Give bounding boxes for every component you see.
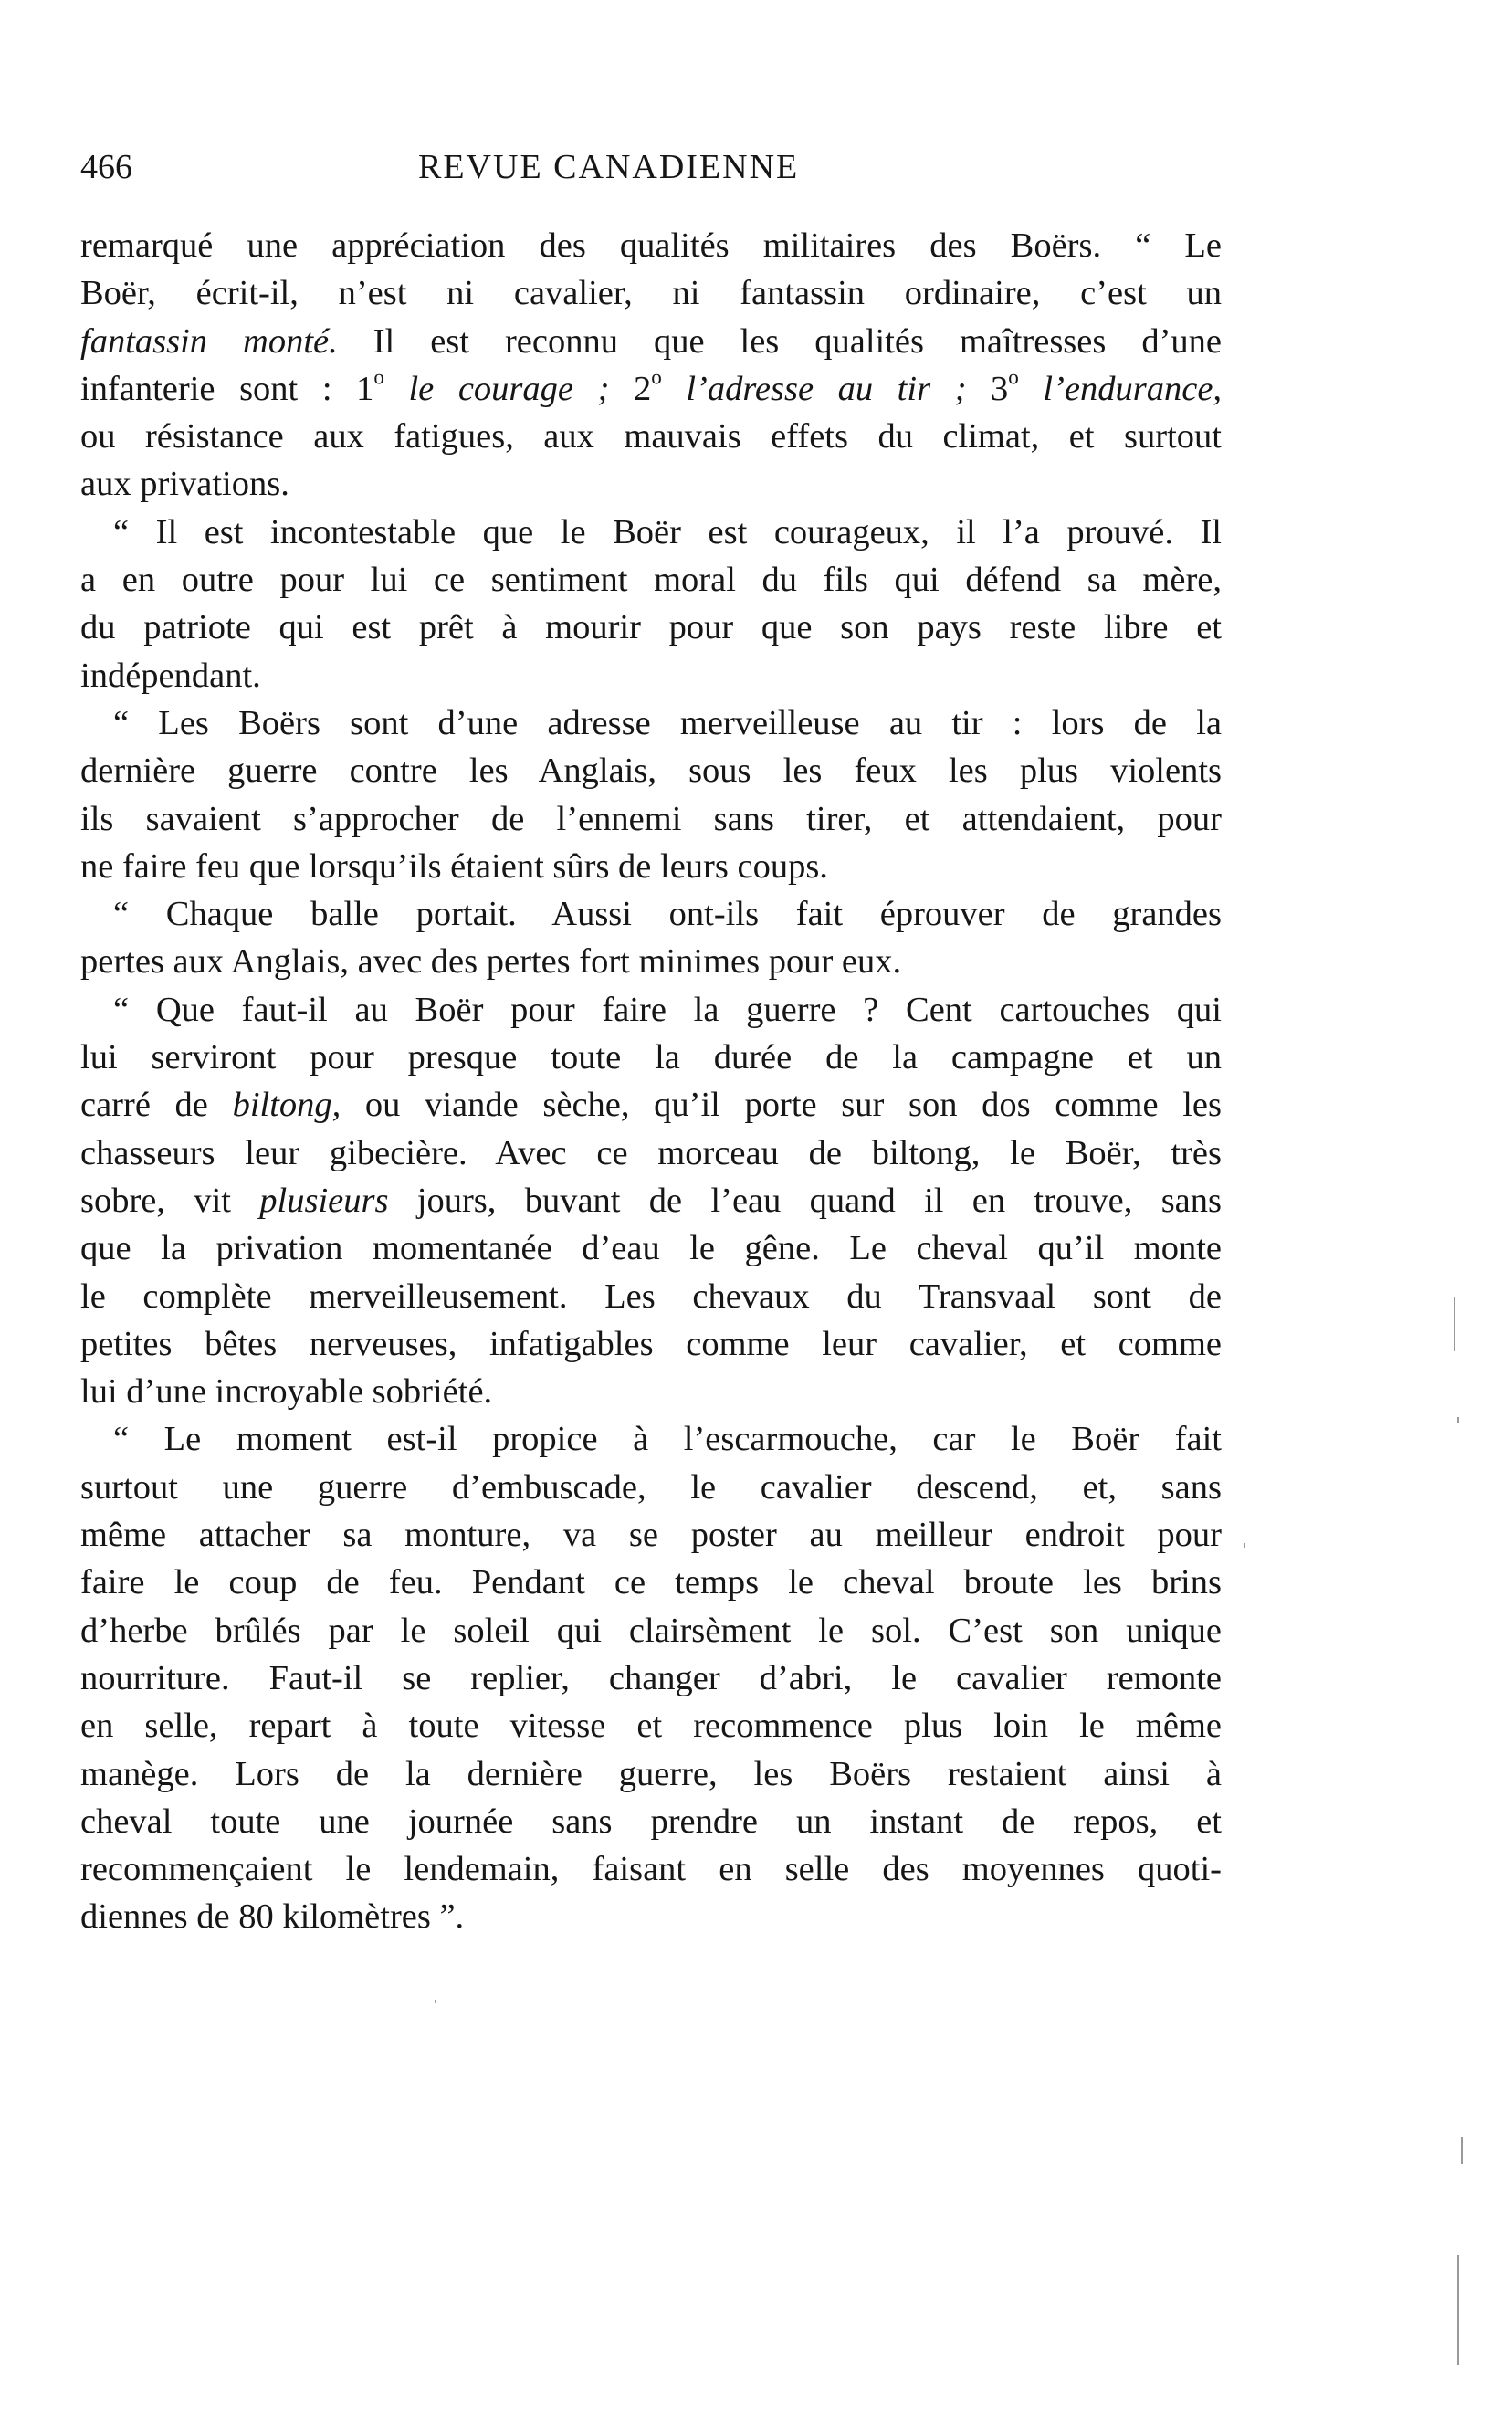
italic-phrase: fantassin monté. bbox=[80, 321, 338, 361]
italic-phrase: l’endurance, bbox=[1018, 369, 1223, 408]
italic-phrase: le courage ; bbox=[383, 369, 610, 408]
text-line: ne faire feu que lorsqu’ils étaient sûrs de leurs coups. bbox=[80, 846, 828, 886]
scan-speck bbox=[1461, 2137, 1463, 2164]
italic-phrase: biltong, bbox=[232, 1086, 341, 1125]
text-line: que la privation momentanée d’eau le gêne. Le cheval qu’il monte bbox=[80, 1229, 1222, 1268]
text-line: faire le coup de feu. Pendant ce temps le cheval broute les brins bbox=[80, 1563, 1222, 1602]
text-line: “ Que faut-il au Boër pour faire la guerre ? Cent cartouches qui bbox=[113, 990, 1222, 1029]
text-fragment: Il est reconnu que les qualités maîtresses d’une bbox=[337, 321, 1222, 361]
text-line: lui d’une incroyable sobriété. bbox=[80, 1372, 493, 1412]
text-line: manège. Lors de la dernière guerre, les Boërs restaient ainsi à bbox=[80, 1754, 1222, 1793]
text-line: petites bêtes nerveuses, infatigables comme leur cavalier, et comme bbox=[80, 1324, 1222, 1363]
text-line: lui serviront pour presque toute la durée de la campagne et un bbox=[80, 1038, 1222, 1077]
text-line: du patriote qui est prêt à mourir pour que son pays reste libre et bbox=[80, 608, 1222, 647]
text-fragment: 3 bbox=[966, 369, 1009, 408]
text-line: chasseurs leur gibecière. Avec ce morceau de biltong, le Boër, très bbox=[80, 1133, 1222, 1172]
text-line: recommençaient le lendemain, faisant en selle des moyennes quoti- bbox=[80, 1850, 1222, 1889]
journal-title: REVUE CANADIENNE bbox=[418, 148, 800, 186]
text-line: “ Chaque balle portait. Aussi ont-ils fait éprouver de grandes bbox=[113, 895, 1222, 934]
text-line: a en outre pour lui ce sentiment moral du fils qui défend sa mère, bbox=[80, 561, 1222, 600]
text-fragment: sobre, vit bbox=[80, 1181, 260, 1220]
running-head bbox=[80, 144, 1222, 190]
text-line: d’herbe brûlés par le soleil qui clairsèment le sol. C’est son unique bbox=[80, 1611, 1222, 1650]
text-line: “ Il est incontestable que le Boër est courageux, il l’a prouvé. Il bbox=[113, 512, 1222, 551]
text-line: pertes aux Anglais, avec des pertes fort minimes pour eux. bbox=[80, 942, 902, 982]
text-line bbox=[80, 1177, 1222, 1224]
text-fragment: ou viande sèche, qu’il porte sur son dos comme les bbox=[341, 1086, 1223, 1125]
text-line bbox=[80, 365, 1222, 413]
italic-phrase: l’adresse au tir ; bbox=[661, 369, 967, 408]
scan-speck bbox=[1244, 1543, 1245, 1548]
scan-speck bbox=[1454, 1297, 1455, 1351]
text-line: Boër, écrit-il, n’est ni cavalier, ni fantassin ordinaire, c’est un bbox=[80, 274, 1222, 313]
italic-phrase: plusieurs bbox=[259, 1181, 389, 1220]
text-fragment: 2 bbox=[609, 369, 652, 408]
scan-speck bbox=[1457, 1417, 1459, 1423]
text-line bbox=[80, 318, 1222, 365]
text-line: nourriture. Faut-il se replier, changer d’abri, le cavalier remonte bbox=[80, 1658, 1222, 1697]
body-text bbox=[80, 222, 1222, 1941]
text-line: le complète merveilleusement. Les chevaux du Transvaal sont de bbox=[80, 1276, 1222, 1316]
ordinal-marker: o bbox=[373, 364, 384, 389]
text-fragment: jours, buvant de l’eau quand il en trouve, sans bbox=[388, 1181, 1222, 1220]
text-line: indépendant. bbox=[80, 656, 261, 695]
scan-speck bbox=[1457, 2255, 1459, 2365]
text-line: ils savaient s’approcher de l’ennemi sans tirer, et attendaient, pour bbox=[80, 799, 1222, 838]
text-line: même attacher sa monture, va se poster au meilleur endroit pour bbox=[80, 1516, 1222, 1555]
text-line: dernière guerre contre les Anglais, sous les feux les plus violents bbox=[80, 751, 1222, 791]
ordinal-marker: o bbox=[1008, 364, 1019, 389]
ordinal-marker: o bbox=[651, 364, 662, 389]
text-fragment: carré de bbox=[80, 1086, 233, 1125]
text-line: “ Le moment est-il propice à l’escarmouche, car le Boër fait bbox=[113, 1420, 1222, 1459]
scan-speck bbox=[435, 2000, 436, 2003]
text-line: cheval toute une journée sans prendre un instant de repos, et bbox=[80, 1801, 1222, 1841]
page-number: 466 bbox=[80, 148, 132, 186]
text-line: remarqué une appréciation des qualités militaires des Boërs. “ Le bbox=[80, 226, 1222, 265]
text-line: en selle, repart à toute vitesse et recommence plus loin le même bbox=[80, 1707, 1222, 1746]
text-line: aux privations. bbox=[80, 465, 289, 504]
text-fragment: infanterie sont : 1 bbox=[80, 369, 374, 408]
text-line: “ Les Boërs sont d’une adresse merveilleuse au tir : lors de la bbox=[113, 703, 1222, 742]
text-line: surtout une guerre d’embuscade, le cavalier descend, et, sans bbox=[80, 1467, 1222, 1507]
text-line: ou résistance aux fatigues, aux mauvais effets du climat, et surtout bbox=[80, 417, 1222, 457]
text-line: diennes de 80 kilomètres ”. bbox=[80, 1897, 465, 1937]
text-line bbox=[80, 1081, 1222, 1129]
